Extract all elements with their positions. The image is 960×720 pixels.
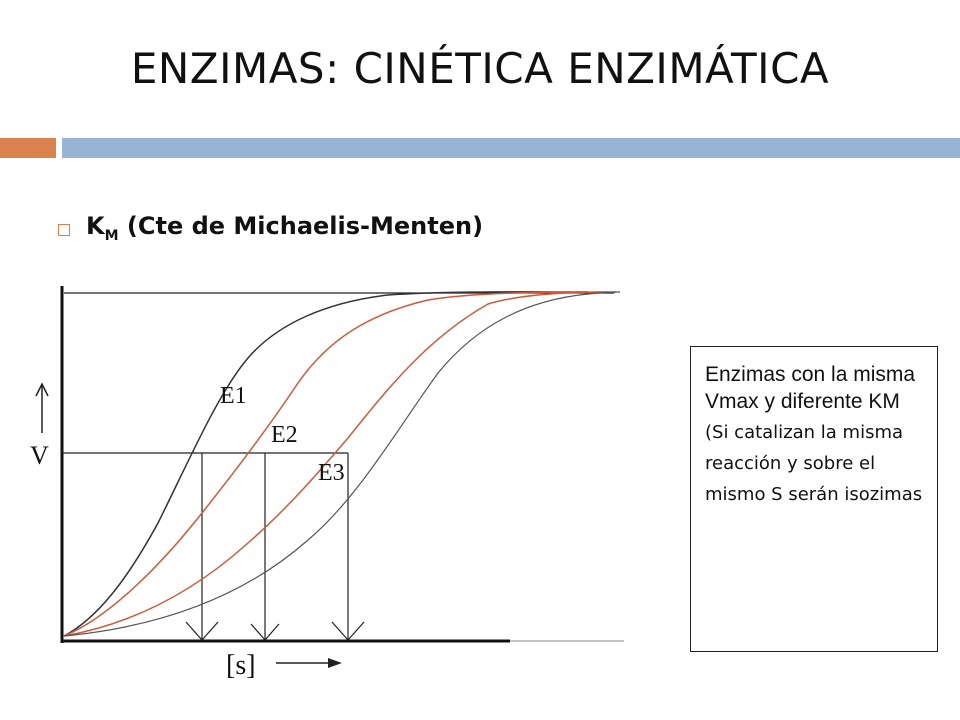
curve-label-e1: E1: [220, 383, 247, 409]
curve-label-e2: E2: [271, 422, 298, 448]
km-description: (Cte de Michaelis-Menten): [118, 212, 484, 240]
michaelis-menten-diagram: [28, 278, 628, 698]
note-main-text: Enzimas con la misma Vmax y diferente KM: [705, 363, 916, 413]
curve-label-e3: E3: [318, 460, 345, 486]
x-axis-arrow-icon: [328, 658, 342, 668]
note-sub-text: (Si catalizan la misma reacción y sobre el mismo S serán isozimas: [705, 422, 923, 505]
x-axis-label: [s]: [226, 650, 256, 681]
bullet-item: [58, 212, 483, 244]
note-box: [690, 346, 938, 652]
title-divider-bar: [62, 138, 960, 158]
y-axis-label: V: [30, 441, 49, 470]
slide-title: ENZIMAS: CINÉTICA ENZIMÁTICA: [130, 44, 830, 93]
km-symbol: K: [86, 212, 105, 240]
square-bullet-icon: [58, 224, 70, 236]
title-accent-bar: [0, 138, 56, 158]
km-subscript: M: [104, 227, 119, 244]
bullet-text: [86, 212, 483, 244]
